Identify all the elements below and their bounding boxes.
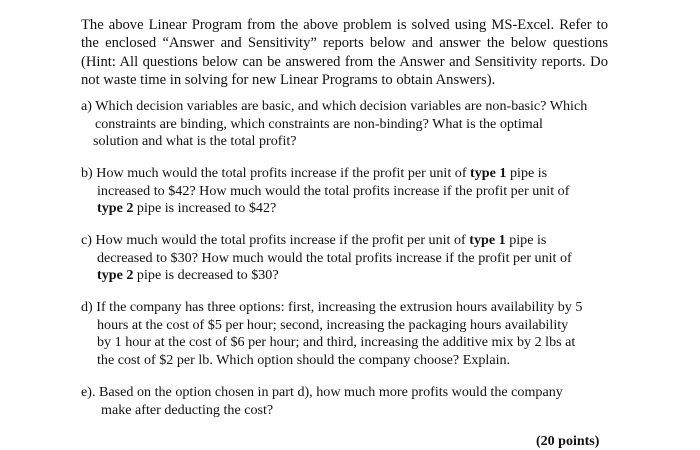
question-d-line-1: d) If the company has three options: first, increasing the extrusion hours availability by 5: [81, 299, 583, 315]
question-c-line-2: decreased to $30? How much would the total profits increase if the profit per unit of: [97, 249, 572, 266]
question-c-text: pipe is: [505, 232, 547, 248]
question-b-bold-type2: type 2: [97, 200, 134, 217]
question-d-line-3: by 1 hour at the cost of $6 per hour; and third, increasing the additive mix by 2 lbs at: [97, 334, 576, 351]
question-a-line-3: solution and what is the total profit?: [93, 133, 297, 150]
question-e-line-2: make after deducting the cost?: [101, 401, 274, 418]
question-e: [81, 384, 611, 419]
question-d-line-4: the cost of $2 per lb. Which option should the company choose? Explain.: [97, 351, 511, 368]
question-a: [81, 98, 611, 151]
question-c-bold-type1: type 1: [469, 232, 506, 248]
intro-paragraph: The above Linear Program from the above problem is solved using MS-Excel. Refer to the enclosed “Answer and Sensitivity” reports below and answer the below questions (Hint: All questions below can be answered from the Answer and Sensitivity reports. Do not waste time in solving for new Linear Programs to obtain Answers).: [81, 17, 608, 88]
question-a-line-2: constraints are binding, which constraints are non-binding? What is the optimal: [95, 115, 543, 132]
question-b-text: pipe is: [506, 165, 548, 181]
question-c-bold-type2: type 2: [97, 267, 134, 284]
question-b-line-2: increased to $42? How much would the total profits increase if the profit per unit of: [97, 182, 570, 199]
question-d-line-2: hours at the cost of $5 per hour; second, increasing the packaging hours availability: [97, 316, 569, 333]
question-c-text: pipe is decreased to $30?: [133, 267, 279, 284]
question-c-text: c) How much would the total profits increase if the profit per unit of: [81, 232, 470, 248]
question-d: [81, 299, 611, 369]
question-c-line-1: [81, 232, 611, 250]
question-b-bold-type1: type 1: [470, 165, 507, 181]
question-c-line-3: [81, 267, 611, 285]
question-b-line-3: [81, 200, 611, 218]
question-c: [81, 232, 611, 285]
question-b: [81, 165, 611, 218]
question-e-line-1: e). Based on the option chosen in part d), how much more profits would the company: [81, 384, 563, 400]
points-label: (20 points): [536, 434, 600, 449]
question-a-line-1: a) Which decision variables are basic, and which decision variables are non-basic? Which: [81, 98, 588, 114]
question-b-text: pipe is increased to $42?: [133, 200, 277, 217]
question-b-line-1: [81, 165, 611, 183]
question-b-text: b) How much would the total profits increase if the profit per unit of: [81, 165, 471, 181]
